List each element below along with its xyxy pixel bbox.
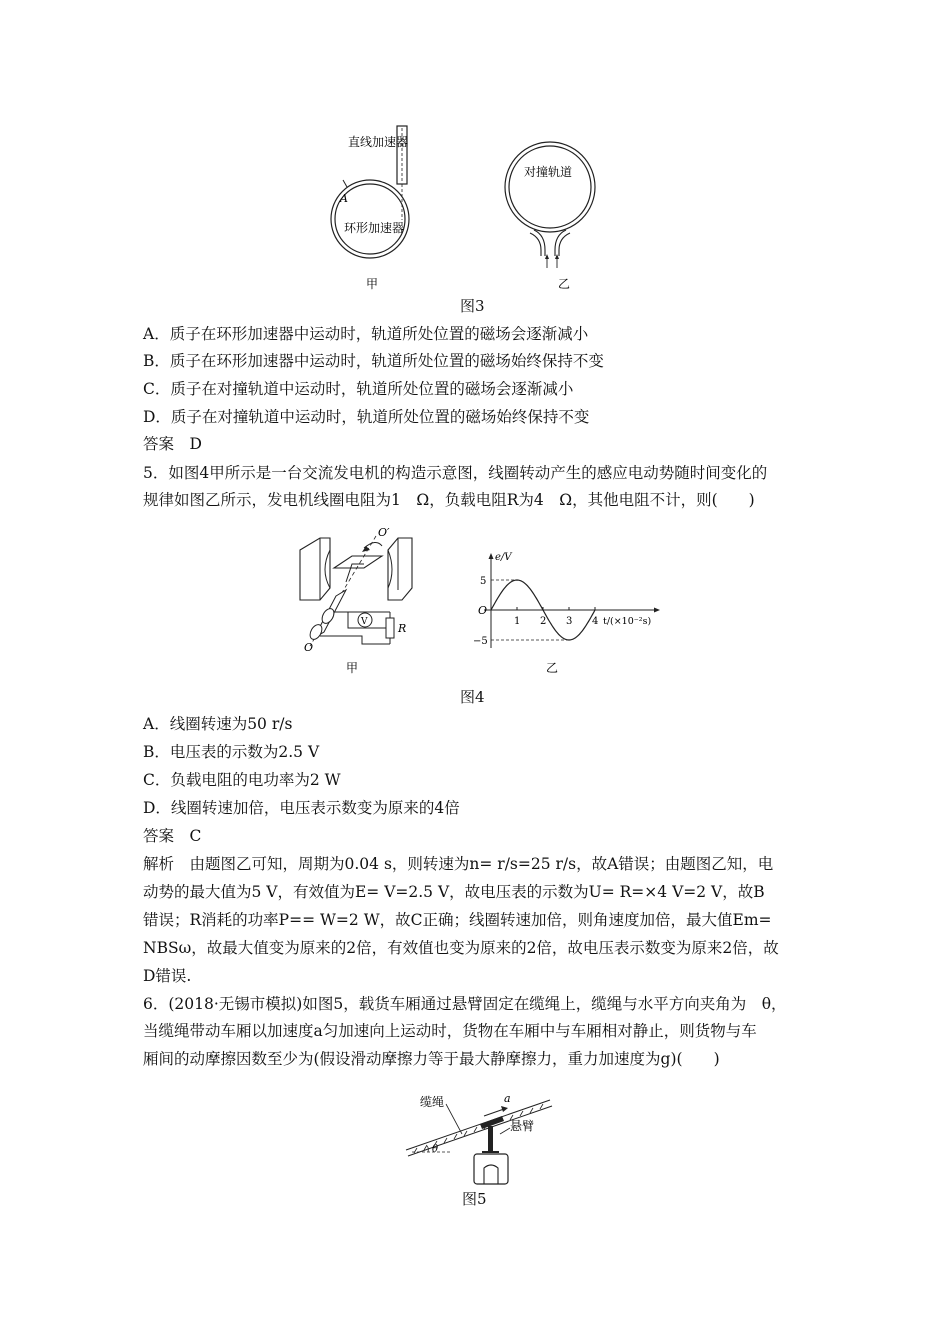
voltmeter-label: V: [361, 617, 368, 627]
q5-option-c: C．负载电阻的电功率为2 W: [143, 771, 341, 789]
x-tick-label: 4: [592, 616, 599, 627]
sub-label-yi: 乙: [558, 277, 571, 291]
hanging-arm: [488, 1126, 493, 1152]
arm-label: 悬臂: [510, 1119, 535, 1133]
q5-analysis-line-4: NBSω，故最大值变为原来的2倍，有效值也变为原来的2倍，故电压表示数变为原来2倍，故: [143, 939, 779, 957]
chart-origin-label: O: [478, 604, 488, 617]
x-tick-label: 1: [514, 616, 521, 627]
collide-label: 对撞轨道: [524, 165, 573, 179]
q5-analysis-line-2: 动势的最大值为5 V，有效值为E= V=2.5 V，故电压表的示数为U= R=×4 V=2 V，故B: [143, 883, 765, 901]
y-tick-label: 5: [480, 576, 487, 587]
q4-answer: 答案 D: [143, 435, 202, 453]
accel-label: a: [504, 1092, 511, 1105]
linear-label: 直线加速器: [348, 135, 409, 149]
q6-stem-line-3: 厢间的动摩擦因数至少为(假设滑动摩擦力等于最大静摩擦力，重力加速度为g)( ): [143, 1050, 720, 1068]
sub-label-jia-4: 甲: [346, 661, 359, 675]
x-tick-label: 3: [566, 616, 573, 627]
figure-4-chart: [470, 548, 670, 678]
axis-label-o: O: [304, 641, 314, 654]
chart-xlabel: t/(×10⁻²s): [603, 616, 652, 627]
q6-stem-line-1: 6．(2018·无锡市模拟)如图5，载货车厢通过悬臂固定在缆绳上，缆绳与水平方向夹角为 θ，: [143, 995, 787, 1013]
figure-5-caption: 图5: [462, 1190, 487, 1208]
q5-option-a: A．线圈转速为50 r/s: [143, 715, 293, 733]
x-tick-label: 2: [540, 616, 547, 627]
resistor-icon: [386, 618, 394, 638]
collision-track: [505, 142, 595, 232]
figure-4-caption: 图4: [460, 688, 485, 706]
q5-stem-line-2: 规律如图乙所示，发电机线圈电阻为1 Ω，负载电阻R为4 Ω，其他电阻不计，则( ): [143, 491, 755, 509]
q5-answer: 答案 C: [143, 827, 202, 845]
cable-label: 缆绳: [420, 1095, 445, 1109]
angle-label: θ: [432, 1144, 439, 1155]
q5-option-d: D．线圈转速加倍，电压表示数变为原来的4倍: [143, 799, 460, 817]
resistor-label: R: [398, 622, 407, 635]
figure-3-caption: 图3: [460, 297, 485, 315]
q4-option-a: A．质子在环形加速器中运动时，轨道所处位置的磁场会逐渐减小: [143, 325, 589, 343]
y-tick-label: −5: [473, 636, 488, 647]
q5-analysis-line-5: D错误.: [143, 967, 192, 985]
q5-analysis-line-3: 错误；R消耗的功率P== W=2 W，故C正确；线圈转速加倍，则角速度加倍，最大值Em=: [143, 911, 772, 929]
sub-label-yi-4: 乙: [546, 661, 559, 675]
q5-option-b: B．电压表的示数为2.5 V: [143, 743, 320, 761]
chart-ylabel: e/V: [495, 552, 512, 563]
sub-label-jia: 甲: [366, 277, 379, 291]
q4-option-c: C．质子在对撞轨道中运动时，轨道所处位置的磁场会逐渐减小: [143, 380, 574, 398]
q5-analysis-line-1: 解析 由题图乙可知，周期为0.04 s，则转速为n= r/s=25 r/s，故A错误；由题图乙知，电: [143, 855, 774, 873]
ring-label: 环形加速器: [344, 221, 405, 235]
q6-stem-line-2: 当缆绳带动车厢以加速度a匀加速向上运动时，货物在车厢中与车厢相对静止，则货物与车: [143, 1022, 757, 1040]
cargo-cabin: [474, 1154, 508, 1184]
q5-stem-line-1: 5．如图4甲所示是一台交流发电机的构造示意图，线圈转动产生的感应电动势随时间变化的: [143, 464, 768, 482]
q4-option-b: B．质子在环形加速器中运动时，轨道所处位置的磁场始终保持不变: [143, 352, 604, 370]
figure-3: [320, 120, 620, 295]
q4-option-d: D．质子在对撞轨道中运动时，轨道所处位置的磁场始终保持不变: [143, 408, 590, 426]
point-a-label: A: [340, 192, 348, 205]
axis-label-o-prime: O′: [378, 526, 390, 539]
figure-5: [400, 1078, 580, 1188]
figure-4-generator: [290, 520, 430, 680]
